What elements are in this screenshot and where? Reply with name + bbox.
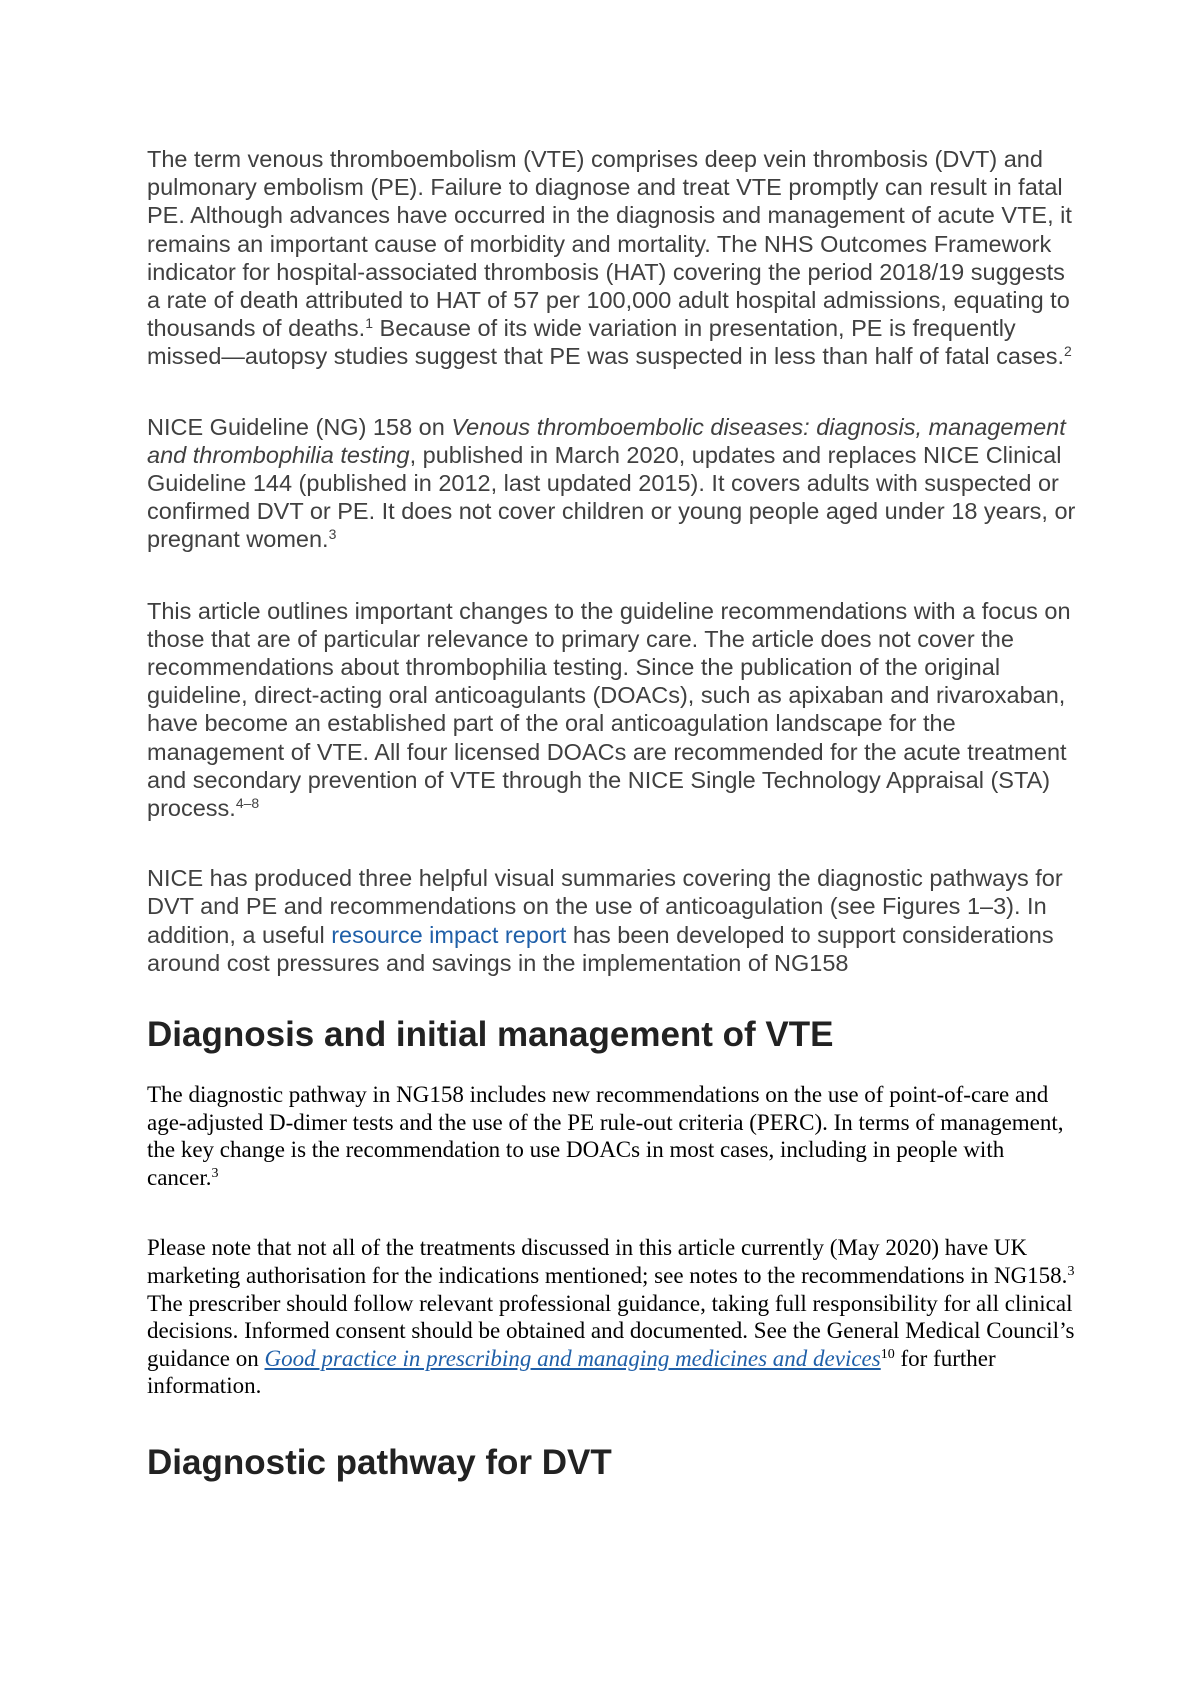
gmc-guidance-link[interactable]: Good practice in prescribing and managing medicines and devices: [264, 1345, 881, 1371]
intro-p4-text-b: has been developed to support considerations around cost pressures and savings in the implementation of NG158: [147, 921, 1054, 976]
diagnosis-p2-text-c: for further information.: [147, 1345, 996, 1399]
reference-superscript: 3: [328, 526, 337, 543]
intro-paragraph-visual-summaries: [147, 864, 1077, 977]
diagnosis-paragraph-prescribing-note: [147, 1234, 1077, 1400]
intro-p2-text-a: NICE Guideline (NG) 158 on: [147, 413, 452, 440]
diagnosis-p2-text-a: Please note that not all of the treatments discussed in this article currently (May 2020) have UK marketing authorisation for the indications mentioned; see notes to the recommendations in NG158.: [147, 1235, 1068, 1289]
intro-p3-text: This article outlines important changes to the guideline recommendations with a focus on those that are of particular relevance to primary care. The article does not cover the recommendations about thrombophilia testing. Since the publication of the original guideline, direct-acting oral anticoagulants (DOACs), such as apixaban and rivaroxaban, have become an established part of the oral anticoagulation landscape for the management of VTE. All four licensed DOACs are recommended for the acute treatment and secondary prevention of VTE through the NICE Single Technology Appraisal (STA) process.: [147, 597, 1071, 822]
intro-paragraph-vte-definition: [147, 145, 1077, 371]
reference-superscript: 1: [365, 315, 373, 332]
reference-superscript: 10: [880, 1346, 895, 1362]
reference-superscript: 4–8: [235, 795, 260, 812]
diagnosis-p2-text-b: The prescriber should follow relevant professional guidance, taking full responsibility for all clinical decisions. Informed consent should be obtained and documented. See the General Medical Council’s guidance on: [147, 1290, 1075, 1371]
article-body: [147, 145, 1077, 1509]
resource-impact-report-link[interactable]: resource impact report: [331, 921, 567, 948]
intro-p4-text-a: NICE has produced three helpful visual summaries covering the diagnostic pathways for DVT and PE and recommendations on the use of anticoagulation (see Figures 1–3). In addition, a useful: [147, 865, 1063, 948]
diagnosis-p1-text: The diagnostic pathway in NG158 includes new recommendations on the use of point-of-care and age-adjusted D-dimer tests and the use of the PE rule-out criteria (PERC). In terms of management, the key change is the recommendation to use DOACs in most cases, including in people with cancer.: [147, 1082, 1064, 1190]
reference-superscript: 3: [211, 1165, 219, 1181]
intro-paragraph-ng158: [147, 413, 1077, 554]
intro-p1-text-b: Because of its wide variation in presentation, PE is frequently missed—autopsy studies suggest that PE was suspected in less than half of fatal cases.: [147, 315, 1064, 370]
section-heading-diagnosis: Diagnosis and initial management of VTE: [147, 1015, 834, 1055]
section-heading-dvt-pathway: Diagnostic pathway for DVT: [147, 1443, 612, 1483]
diagnosis-paragraph-pathway: [147, 1081, 1077, 1191]
reference-superscript: 3: [1067, 1264, 1075, 1280]
intro-p1-text-a: The term venous thromboembolism (VTE) comprises deep vein thrombosis (DVT) and pulmonary embolism (PE). Failure to diagnose and treat VTE promptly can result in fatal PE. Although advances have occurred in the diagnosis and management of acute VTE, it remains an important cause of morbidity and mortality. The NHS Outcomes Framework indicator for hospital-associated thrombosis (HAT) covering the period 2018/19 suggests a rate of death attributed to HAT of 57 per 100,000 adult hospital admissions, equating to thousands of deaths.: [147, 146, 1072, 342]
guideline-title: Venous thromboembolic diseases: diagnosis, management and thrombophilia testing: [147, 413, 1066, 468]
intro-paragraph-article-scope: [147, 597, 1077, 823]
reference-superscript: 2: [1064, 343, 1072, 360]
intro-p2-text-b: , published in March 2020, updates and replaces NICE Clinical Guideline 144 (published in 2012, last updated 2015). It covers adults with suspected or confirmed DVT or PE. It does not cover children or young people aged under 18 years, or pregnant women.: [147, 441, 1076, 553]
